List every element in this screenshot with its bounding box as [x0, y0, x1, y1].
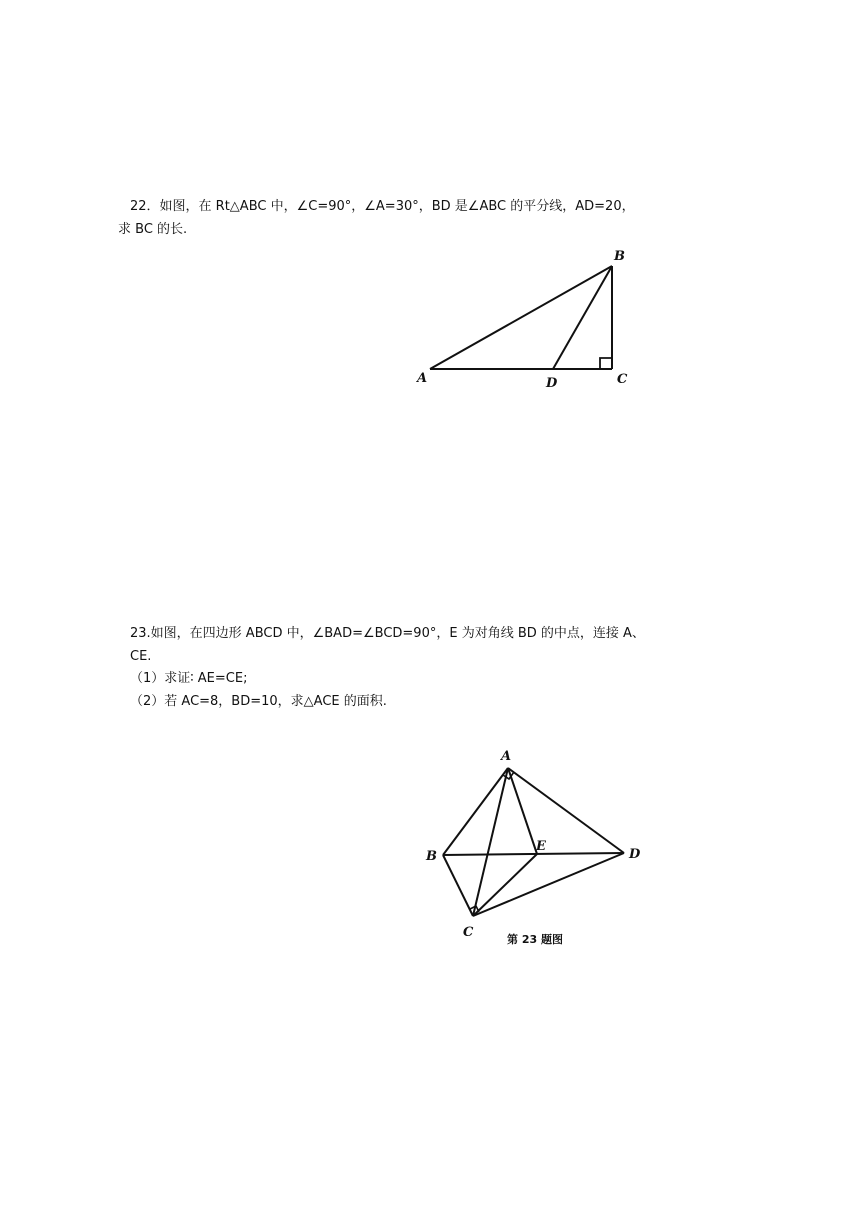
- q23-diagonal-bd: [443, 853, 624, 855]
- q22-text-line2: 求 BC 的长.: [118, 222, 188, 237]
- q23-label-d: D: [629, 847, 641, 862]
- q22-bisector-bd: [553, 266, 612, 369]
- q23-segment-ae: [508, 768, 537, 854]
- q23-right-angle-marker-c: [470, 906, 479, 912]
- q23-part1: （1）求证∶ AE=CE;: [130, 671, 248, 686]
- q23-side-cd: [473, 853, 624, 916]
- q22-label-d: D: [546, 376, 558, 391]
- q23-label-a: A: [501, 749, 512, 764]
- q23-right-angle-marker-a: [503, 772, 514, 779]
- q23-side-ab: [443, 768, 508, 855]
- q22-label-a: A: [417, 371, 428, 386]
- q22-label-b: B: [614, 249, 625, 264]
- q23-part2: （2）若 AC=8，BD=10，求△ACE 的面积.: [130, 694, 387, 709]
- q22-label-c: C: [617, 372, 628, 387]
- q22-right-angle-marker: [600, 358, 612, 369]
- q23-label-b: B: [426, 849, 437, 864]
- q23-label-e: E: [536, 839, 546, 854]
- q23-text-line1: 23.如图，在四边形 ABCD 中，∠BAD=∠BCD=90°，E 为对角线 BD 的中点，连接 A、: [130, 626, 645, 641]
- q23-segment-ce: [473, 854, 537, 916]
- q22-side-ab: [430, 266, 612, 369]
- q23-side-bc: [443, 855, 473, 916]
- q23-figure-caption: 第 23 题图: [507, 933, 563, 946]
- q23-text-line2: CE.: [130, 649, 152, 664]
- q23-label-c: C: [463, 925, 474, 940]
- q22-text-line1: 22．如图，在 Rt△ABC 中，∠C=90°，∠A=30°，BD 是∠ABC 的平分线，AD=20，: [130, 199, 635, 214]
- q23-side-ad: [508, 768, 624, 853]
- q23-diagonal-ac: [473, 768, 508, 916]
